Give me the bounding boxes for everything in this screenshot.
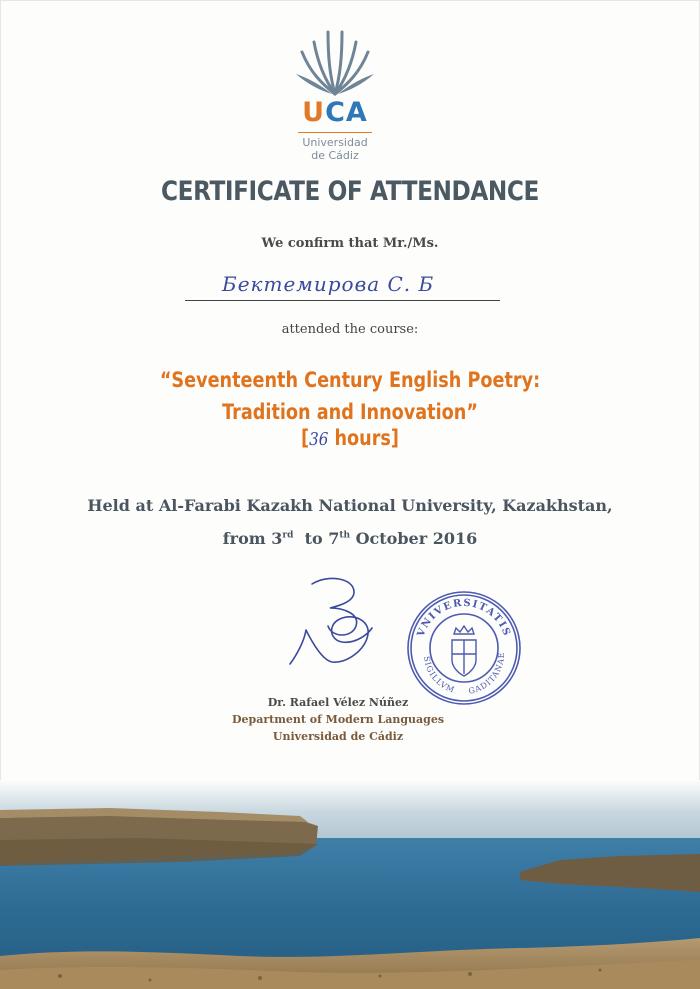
hours-handwritten: 36 [309, 429, 329, 450]
course-title [56, 364, 644, 428]
uca-logo [280, 22, 390, 162]
seal-top-text: VNIVERSITATIS [415, 597, 513, 639]
venue-text: Held at Al-Farabi Kazakh National University, Kazakhstan, [87, 496, 613, 515]
certificate-title: CERTIFICATE OF ATTENDANCE [161, 176, 539, 207]
name-underline [185, 300, 500, 301]
course-title-line1: “Seventeenth Century English Poetry: [159, 368, 541, 392]
handwritten-signature [282, 572, 382, 672]
course-title-line2: Tradition and Innovation” [222, 400, 478, 424]
crest-icon [452, 626, 476, 676]
dates-text: from 3rd to 7th October 2016 [222, 529, 478, 548]
university-seal [404, 588, 524, 708]
confirm-text: We confirm that Mr./Ms. [261, 236, 439, 251]
seal-left-text: SIGILLVM [421, 655, 457, 695]
svg-text:SIGILLVM [422, 656, 456, 695]
wheat-emblem-icon [292, 22, 378, 98]
seal-right-text: GADITANAE [467, 651, 507, 696]
signer-block [200, 694, 476, 745]
course-hours: [36 hours] [301, 426, 399, 450]
signer-name: Dr. Rafael Vélez Núñez [267, 696, 409, 709]
coastal-landscape-image [0, 780, 700, 989]
participant-name-handwritten: Бектемирова С. Б [222, 272, 435, 296]
attended-text: attended the course: [281, 322, 419, 337]
logo-subtitle: Universidad de Cádiz [302, 136, 368, 162]
signer-university: Universidad de Cádiz [272, 730, 404, 743]
logo-divider [298, 132, 372, 133]
logo-wordmark: UCA [302, 97, 368, 128]
signer-department: Department of Modern Languages [231, 713, 445, 726]
